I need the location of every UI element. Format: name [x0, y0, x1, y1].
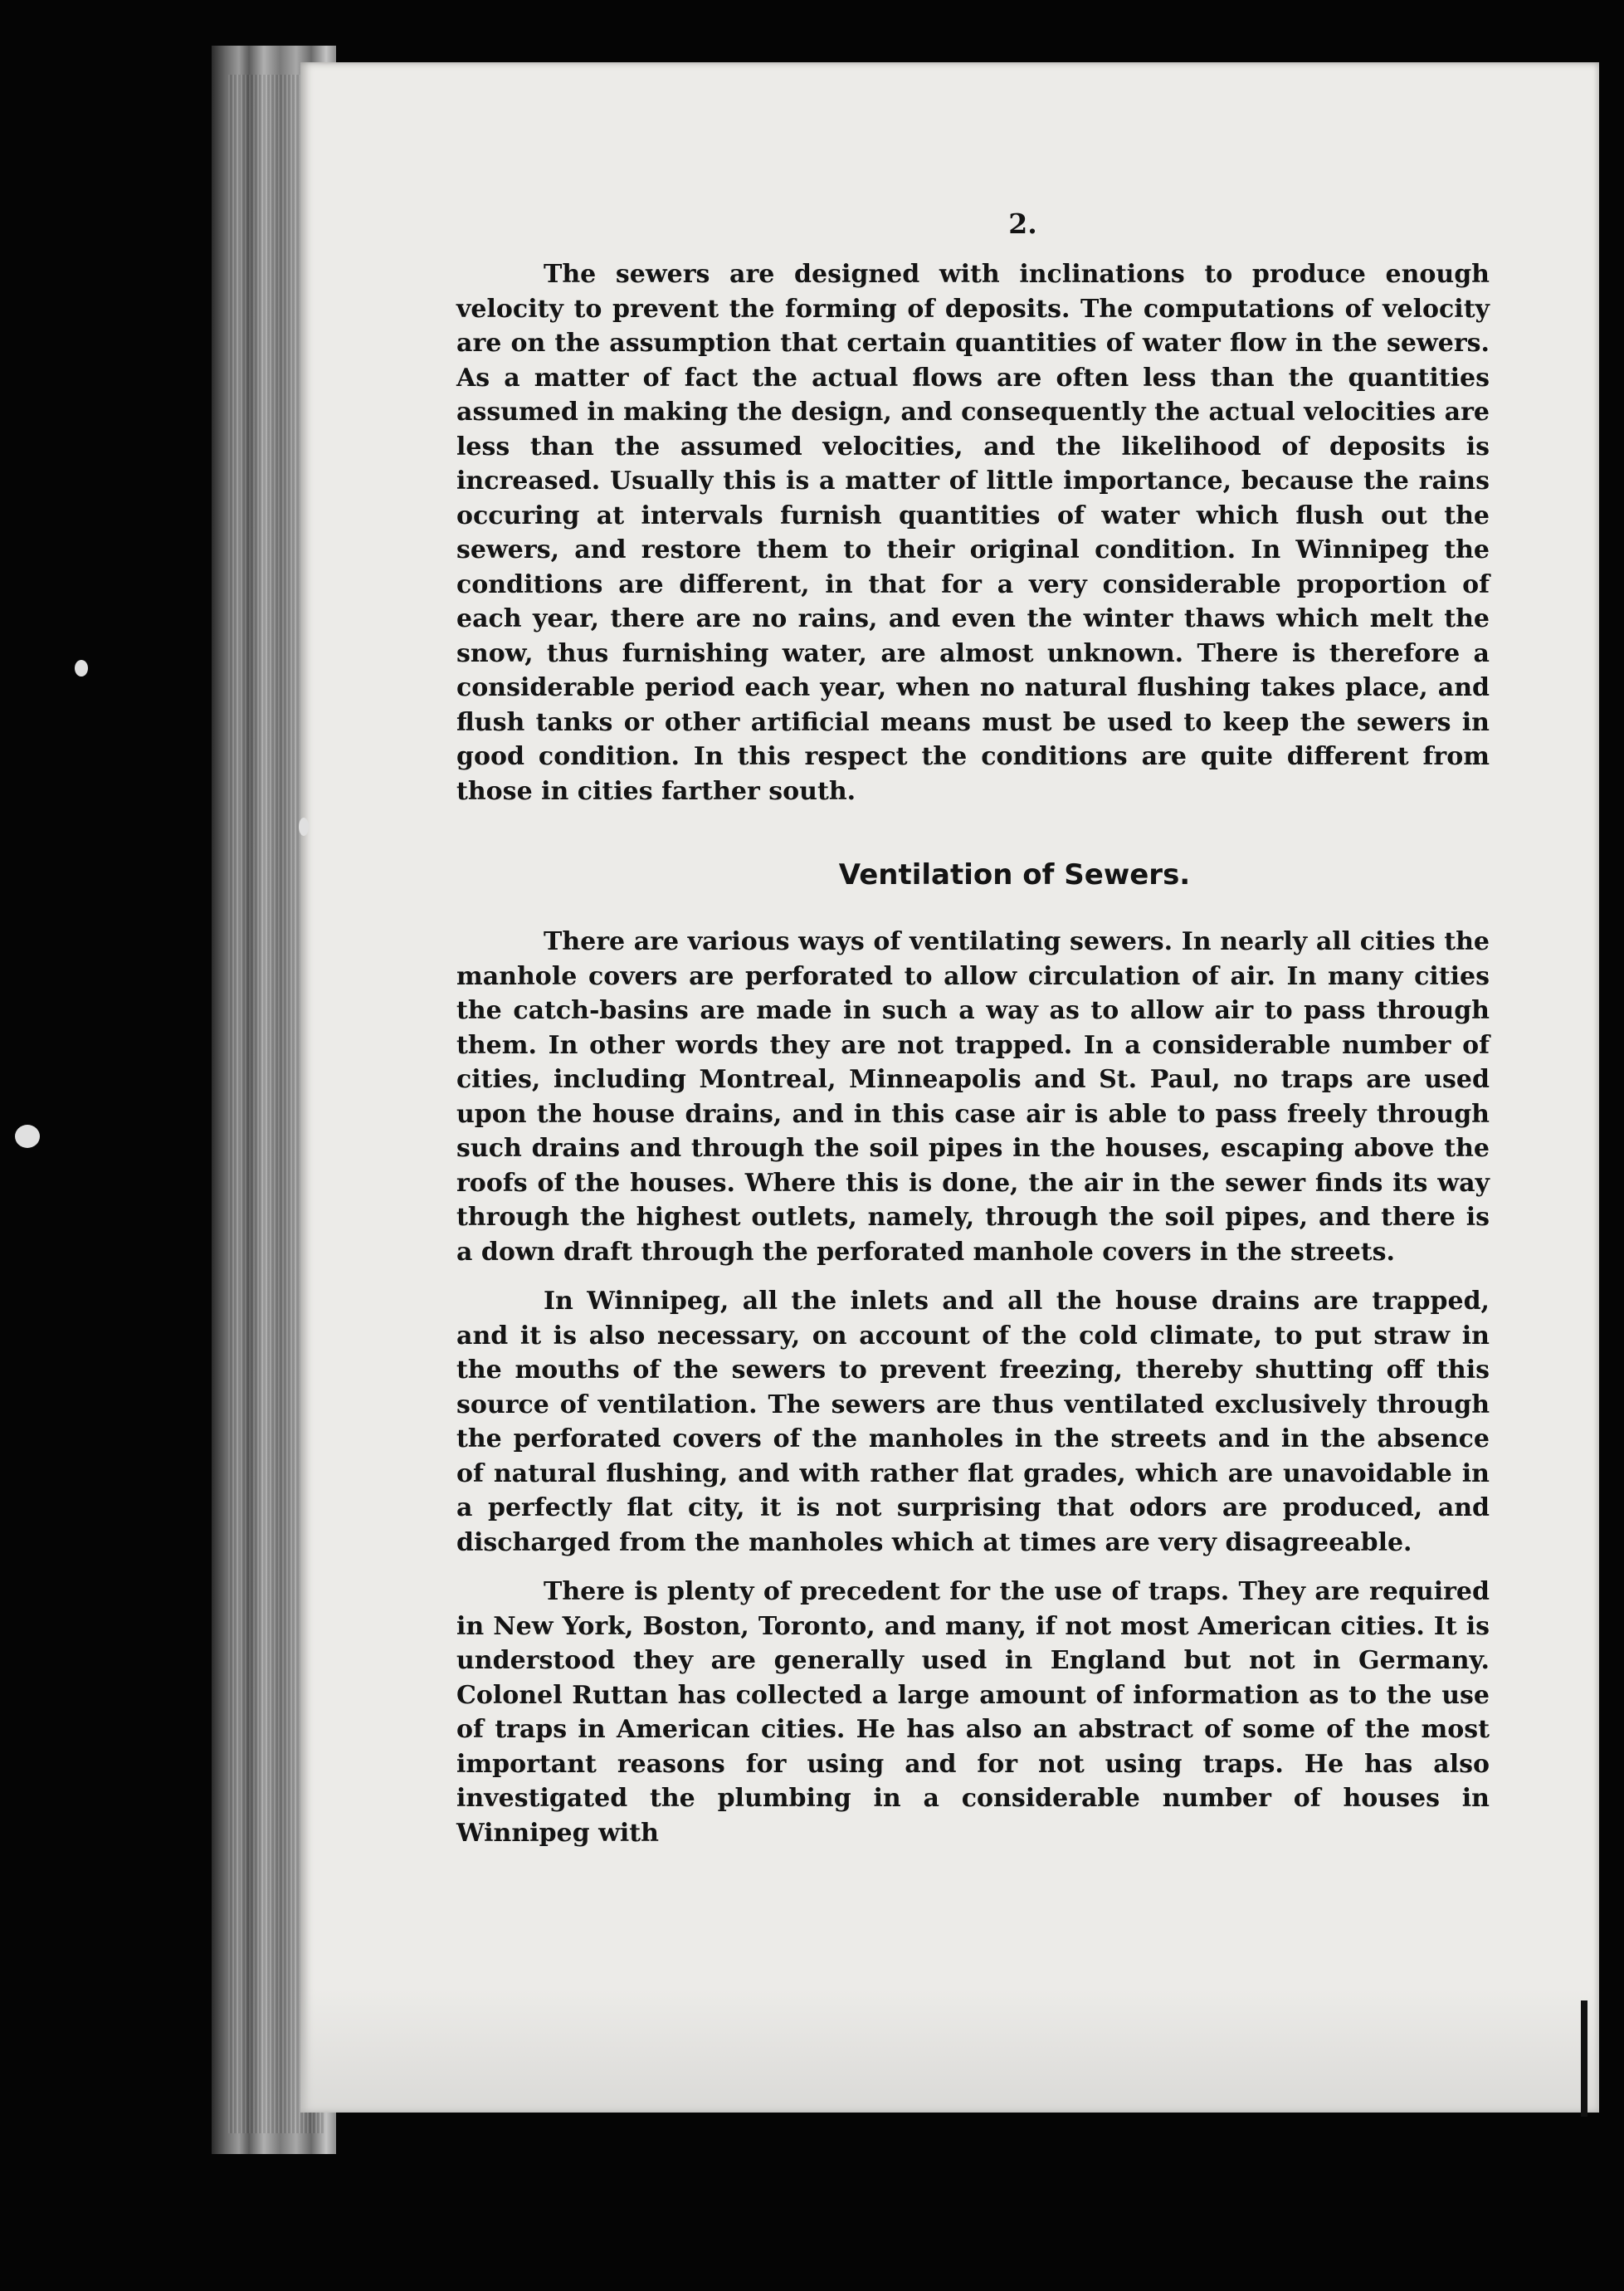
page-right-border [1581, 2000, 1587, 2117]
dust-speck [75, 660, 88, 677]
paragraph-winnipeg-traps: In Winnipeg, all the inlets and all the house drains are trapped, and it is also necessary, on account of the cold climate, to put straw in the mouths of the sewers to prevent freezing, thereby shutting off this source of ventilation. The sewers are thus ventilated exclusively through the perforated covers of the manholes in the streets and in the absence of natural flushing, and with rather flat grades, which are unavoidable in a perfectly flat city, it is not surprising that odors are produced, and discharged from the manholes which at times are very disagreeable. [456, 1287, 1490, 1557]
page-number: 2. [1008, 208, 1037, 240]
paragraph-ventilation-methods: There are various ways of ventilating sewers. In nearly all cities the manhole covers are perforated to allow circulation of air. In many cities the catch-basins are made in such a way as to allow air to pass through them. In other words they are not trapped. In a considerable number of cities, including Montreal, Minneapolis and St. Paul, no traps are used upon the house drains, and in this case air is able to pass freely through such drains and through the soil pipes in the houses, escaping above the roofs of the houses. Where this is done, the air in the sewer finds its way through the highest outlets, namely, through the soil pipes, and there is a down draft through the perforated manhole covers in the streets. [456, 927, 1490, 1267]
paragraph-sewer-velocity: The sewers are designed with inclinations to produce enough velocity to prevent the forming of deposits. The computations of velocity are on the assumption that certain quantities of water flow in the sewers. As a matter of fact the actual flows are often less than the quantities assumed in making the design, and consequently the actual velocities are less than the assumed velocities, and the likelihood of deposits is increased. Usually this is a matter of little importance, because the rains occuring at intervals furnish quantities of water which flush out the sewers, and restore them to their original condition. In Winnipeg the conditions are different, in that for a very considerable proportion of each year, there are no rains, and even the winter thaws which melt the snow, thus furnishing water, are almost unknown. There is therefore a considerable period each year, when no natural flushing takes place, and flush tanks or other artificial means must be used to keep the sewers in good condition. In this respect the conditions are quite different from those in cities farther south. [456, 260, 1490, 806]
page-bottom-shadow [300, 1988, 1599, 2113]
paragraph-trap-precedent: There is plenty of precedent for the use of traps. They are required in New York, Boston, Toronto, and many, if not most American cities. It is understood they are generally used in England but not in Germany. Colonel Ruttan has collected a large amount of information as to the use of traps in American cities. He has also an abstract of some of the most important reasons for using and for not using traps. He has also investigated the plumbing in a considerable number of houses in Winnipeg with [456, 1577, 1490, 1848]
section-heading: Ventilation of Sewers. [838, 858, 1191, 891]
dust-speck [15, 1125, 40, 1148]
document-body [456, 208, 1490, 1850]
dust-speck [299, 818, 309, 836]
